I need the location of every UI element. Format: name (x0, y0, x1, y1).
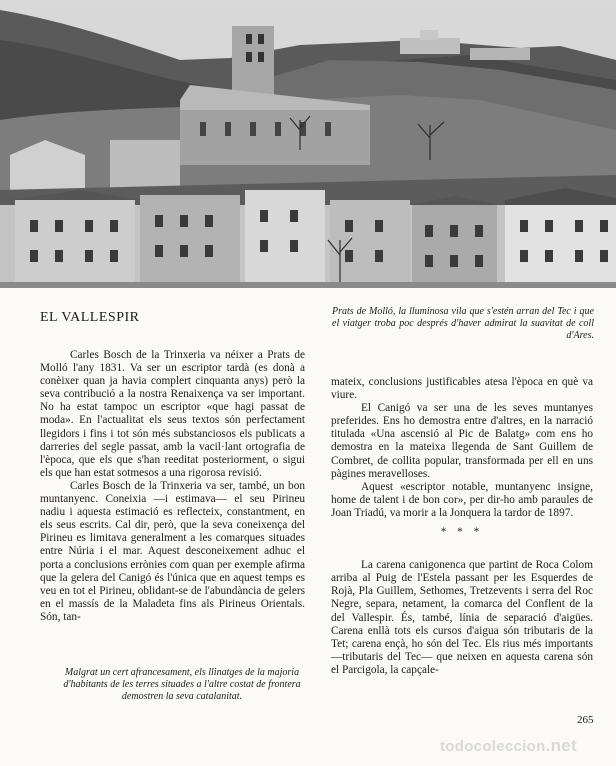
left-column (40, 349, 305, 624)
paragraph: Carles Bosch de la Trinxeria va ser, també, un bon muntanyenc. Coneixia —i estimava— el seu Pirineu nadiu i aquesta estimació es reflecteix, constantment, en els seus escrits. Cal dir, però, que la seva coneixença del Pirineu es limitava generalment a les comarques situades entre Núria i el mar. Aquest desconeixement adhuc el porta a conclusions errònies com quan per exemple afirma que la gelera del Canigó és l'única que en aquest temps es veu en tot el Pirineu, oblidant-se de l'abundància de gelers en el massís de la Maladeta fins als Pirineus Orientals. Són, tan- (40, 479, 305, 623)
paragraph: mateix, conclusions justificables atesa l'època en què va viure. (331, 376, 593, 402)
section-separator: * * * (440, 526, 484, 539)
watermark-suffix: .net (545, 736, 578, 755)
watermark (440, 736, 577, 756)
right-column (331, 376, 593, 677)
side-caption: Malgrat un cert afrancesament, els llinatges de la majoria d'habitants de les terres situades a l'altre costat de frontera demostren la seva catalanitat. (63, 667, 301, 702)
paragraph: La carena canigonenca que partint de Roca Colom arriba al Puig de l'Estela passant per les Esquerdes de Rojà, Pla Guillem, Sethomes, Tretzevents i serra del Roc Negre, separa, netament, la comarca del Conflent de la del Vallespir. És, també, línia de separació d'aigües. Carena enllà tots els cursos d'aigua són tributaris de la Tet; carena ençà, ho són del Tec. Els rius més importants —tributaris del Tec— que neixen en aquesta carena són el Parcigola, la capçale- (331, 559, 593, 676)
photo-caption: Prats de Molló, la lluminosa vila que s'estén arran del Tec i que el viatger troba poc després d'haver admirat la suavitat de coll d'Ares. (332, 306, 594, 341)
watermark-text: todocoleccion (440, 738, 546, 755)
paragraph: El Canigó va ser una de les seves muntanyes preferides. Ens ho demostra entre d'altres, en la narració titulada «Una ascensió al Pic de Balatg» com ens ho demostra en la mateixa llegenda de Sant Guillem de Combret, de collita popular, transformada per ell en uns pàgines meravelloses. (331, 402, 593, 480)
paragraph: Carles Bosch de la Trinxeria va néixer a Prats de Molló l'any 1831. Va ser un escriptor tardà (es donà a conèixer quan ja havia complert cinquanta anys) però la seva contribució a la nostra Renaixença va ser important. No ha estat tampoc un escriptor «que hagi passat de moda». En l'actualitat els seus textos són perfectament llegidors i fins i tot són més substanciosos els publicats a darreries del segle passat, amb la vacil·lant ortografia de l'època, que els que s'han reeditat posteriorment, o sigui els que han estat sotmesos a una rigorosa revisió. (40, 349, 305, 479)
town-photo (0, 0, 616, 288)
article-heading: EL VALLESPIR (40, 310, 140, 325)
paragraph: Aquest «escriptor notable, muntanyenc insigne, home de talent i de bon cor», per dir-ho amb paraules de Joan Triadú, va morir a la Jonquera la tardor de 1897. (331, 480, 593, 519)
page-number: 265 (577, 714, 594, 726)
